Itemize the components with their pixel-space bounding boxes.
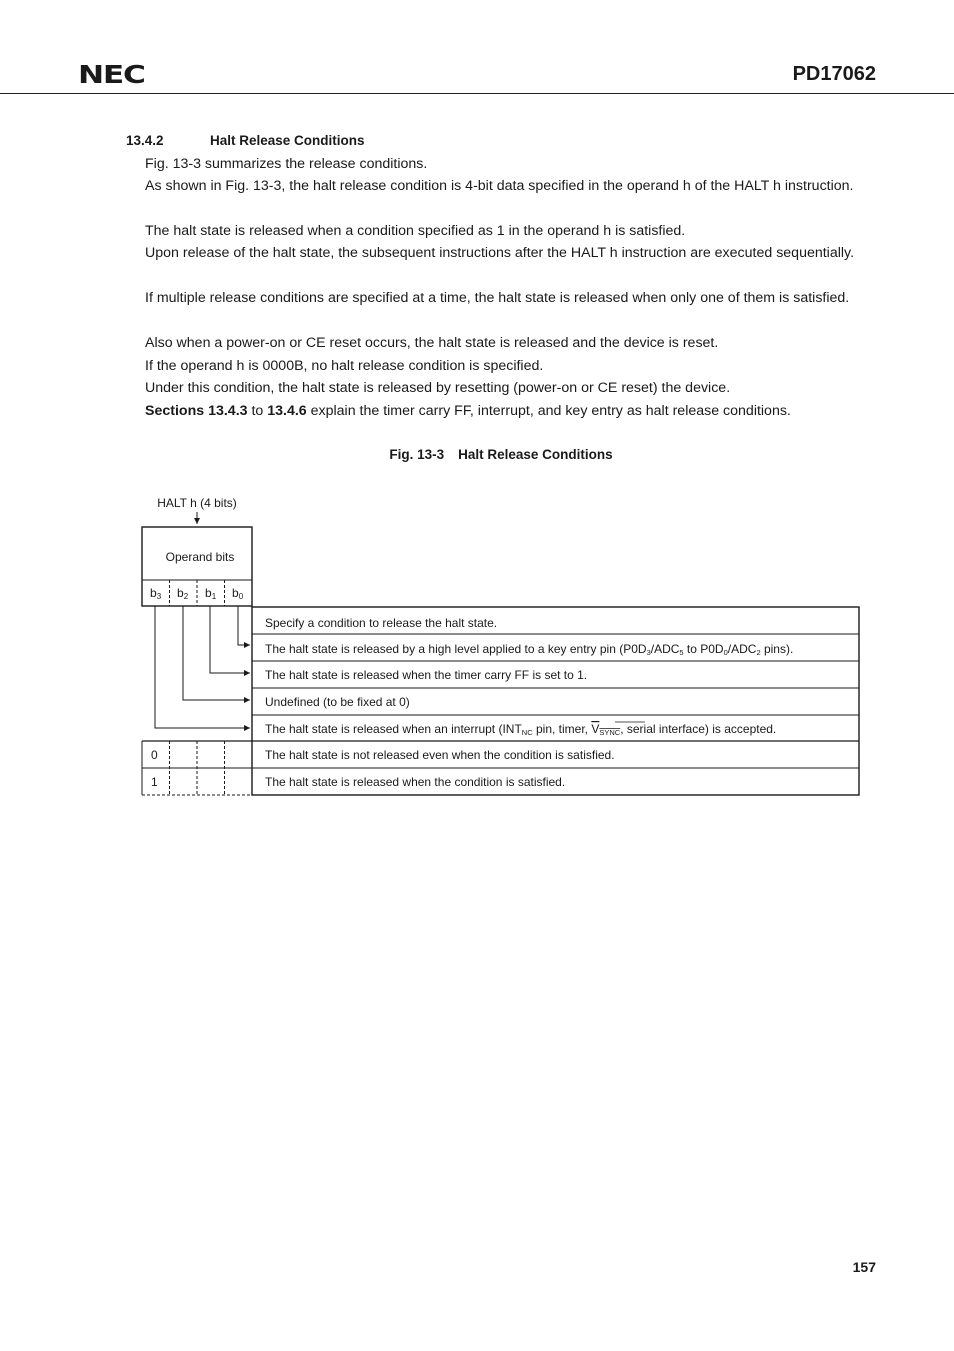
b2-row-text: Undefined (to be fixed at 0) [265, 695, 410, 709]
value-1: 1 [151, 775, 158, 789]
bit-label-b0: b0 [232, 586, 244, 601]
section-title: Halt Release Conditions [210, 133, 365, 148]
operand-label: Operand bits [165, 550, 235, 564]
page-number: 157 [852, 1259, 876, 1275]
paragraph-text: The halt state is released when a condition specified as 1 in the operand h is satisfied. [145, 223, 686, 239]
paragraph-text: If the operand h is 0000B, no halt release condition is specified. [145, 358, 544, 374]
section-ref: Sections 13.4.3 [145, 403, 248, 419]
figure-title: Halt Release Conditions [458, 447, 613, 462]
header-row-text: Specify a condition to release the halt state. [265, 616, 498, 630]
b1-leader [210, 606, 250, 673]
section-number: 13.4.2 [126, 133, 164, 148]
b0-leader [238, 606, 250, 645]
figure-number: Fig. 13-3 [389, 447, 445, 462]
paragraph-text: explain the timer carry FF, interrupt, and key entry as halt release conditions. [306, 403, 791, 419]
instruction-label: HALT h (4 bits) [157, 496, 237, 510]
b0-row-text: The halt state is released by a high level applied to a key entry pin (P0D3/ADC5 to P0D0/ADC2 pins). [265, 642, 794, 657]
value-0-meaning: The halt state is not released even when the condition is satisfied. [265, 748, 615, 762]
b3-row-text: The halt state is released when an interrupt (INTNC pin, timer, VSYNC, serial interface) is accepted. [265, 722, 777, 737]
paragraph-text: Upon release of the halt state, the subsequent instructions after the HALT h instruction are executed sequentially. [145, 245, 855, 261]
bit-label-b1: b1 [205, 586, 217, 601]
b2-leader [183, 606, 250, 700]
section-ref: 13.4.6 [267, 403, 307, 419]
paragraph-text: to [247, 403, 268, 419]
value-0: 0 [151, 748, 158, 762]
value-1-meaning: The halt state is released when the condition is satisfied. [265, 775, 566, 789]
part-number: PD17062 [792, 63, 876, 85]
bit-label-b3: b3 [150, 586, 162, 601]
nec-logo: NEC [78, 60, 145, 89]
b3-leader [155, 606, 250, 728]
paragraph-text: As shown in Fig. 13-3, the halt release condition is 4-bit data specified in the operand h of the HALT h instruction. [145, 178, 854, 194]
paragraph-text: If multiple release conditions are specified at a time, the halt state is released when only one of them is satisfied. [145, 290, 850, 306]
bit-label-b2: b2 [177, 586, 189, 601]
paragraph-text: Also when a power-on or CE reset occurs, the halt state is released and the device is reset. [145, 335, 719, 351]
paragraph-text: Fig. 13-3 summarizes the release conditions. [145, 156, 428, 172]
paragraph-text: Under this condition, the halt state is released by resetting (power-on or CE reset) the device. [145, 380, 731, 396]
b1-row-text: The halt state is released when the timer carry FF is set to 1. [265, 668, 588, 682]
